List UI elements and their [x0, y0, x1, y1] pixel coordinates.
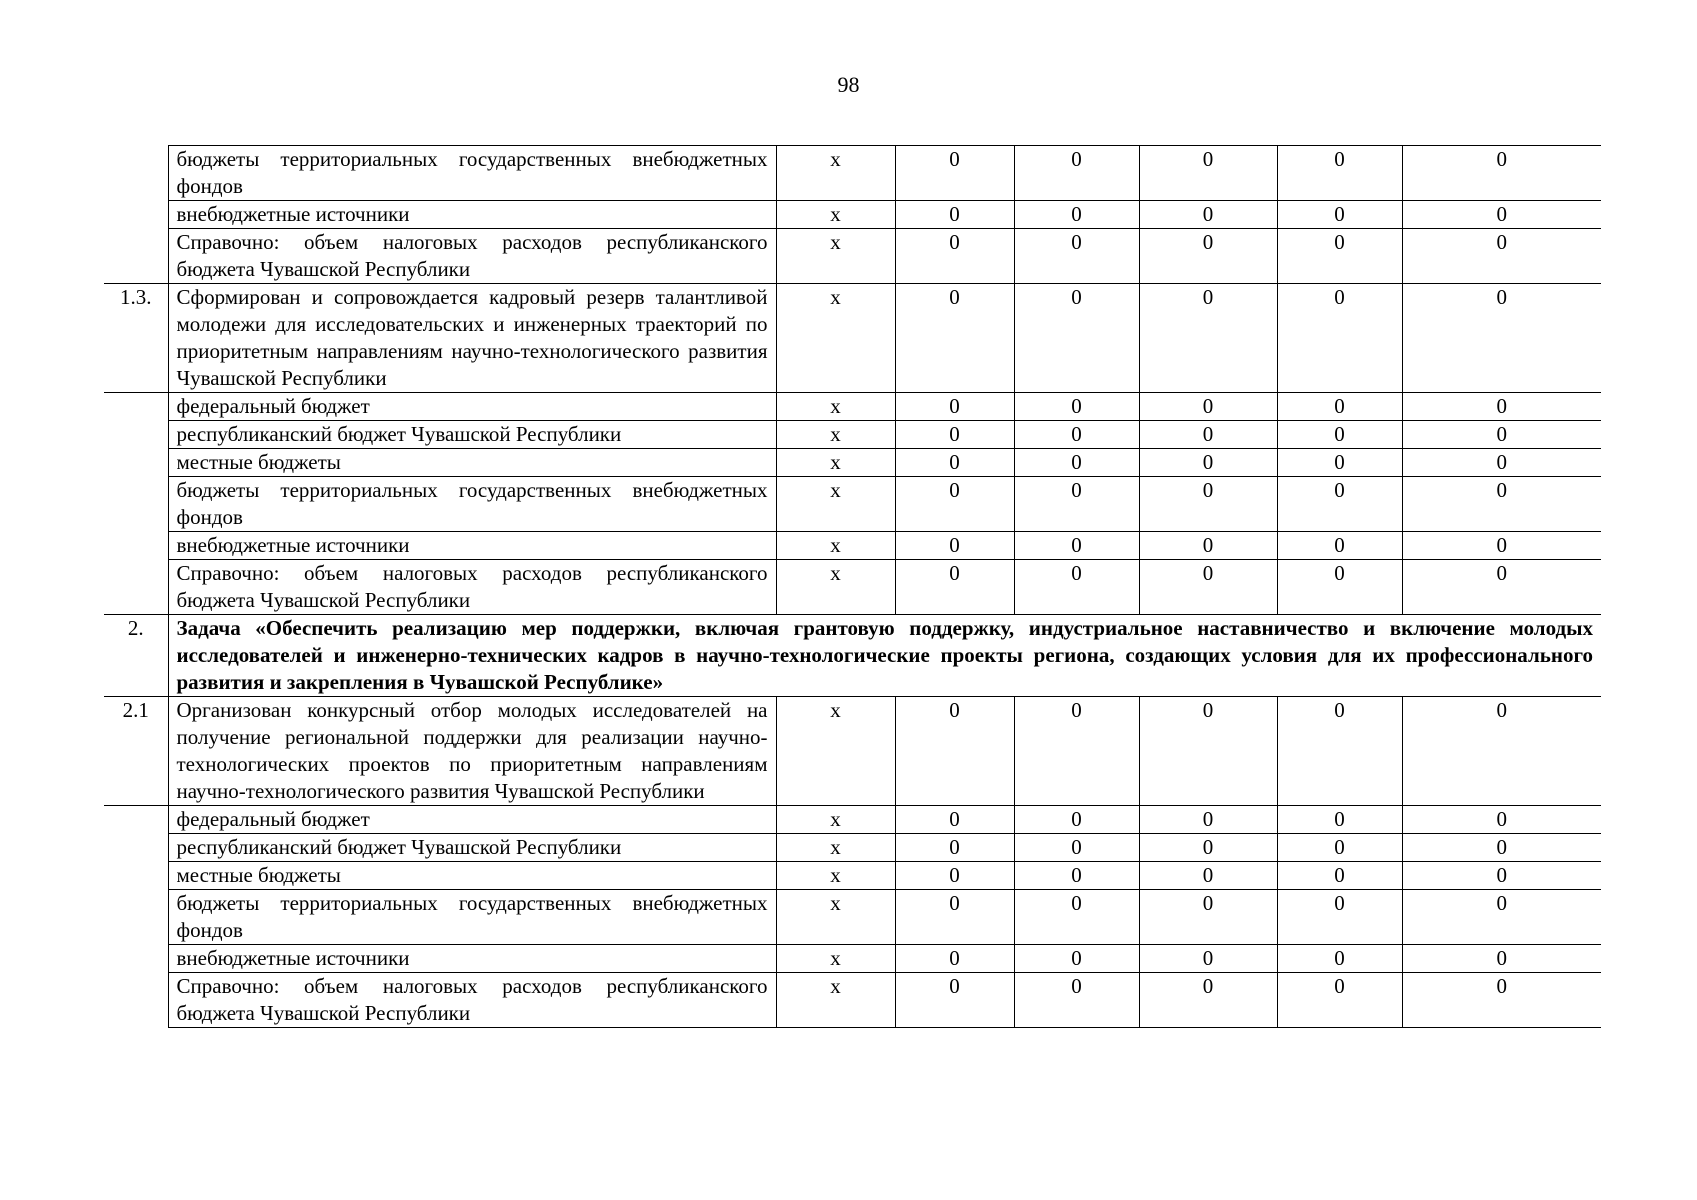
row-mark: х	[776, 945, 895, 973]
row-value: 0	[1277, 806, 1402, 834]
row-value: 0	[1139, 393, 1277, 421]
row-mark: х	[776, 834, 895, 862]
table-row	[104, 449, 1601, 477]
row-value: 0	[1402, 284, 1601, 393]
row-description: бюджеты территориальных государственных внебюджетных фондов	[168, 477, 776, 532]
table-row	[104, 560, 1601, 615]
row-value: 0	[1402, 806, 1601, 834]
row-value: 0	[1014, 945, 1139, 973]
row-value: 0	[1277, 560, 1402, 615]
row-value: 0	[895, 806, 1014, 834]
table-row	[104, 393, 1601, 421]
table-row	[104, 229, 1601, 284]
row-value: 0	[1014, 973, 1139, 1028]
row-value: 0	[895, 973, 1014, 1028]
table-row	[104, 421, 1601, 449]
row-value: 0	[1139, 229, 1277, 284]
row-mark: х	[776, 421, 895, 449]
row-number	[104, 973, 168, 1028]
row-value: 0	[1139, 806, 1277, 834]
row-description: местные бюджеты	[168, 449, 776, 477]
row-mark: х	[776, 449, 895, 477]
table-row	[104, 697, 1601, 806]
row-description: Сформирован и сопровождается кадровый резерв талантливой молодежи для исследовательских и инженерных траекторий по приоритетным направлениям научно-технологического развития Чувашской Республики	[168, 284, 776, 393]
row-number	[104, 945, 168, 973]
row-value: 0	[895, 532, 1014, 560]
budget-table	[104, 145, 1601, 1028]
row-value: 0	[895, 229, 1014, 284]
row-mark: х	[776, 806, 895, 834]
row-value: 0	[1139, 697, 1277, 806]
row-description: внебюджетные источники	[168, 201, 776, 229]
row-mark: х	[776, 146, 895, 201]
row-value: 0	[895, 834, 1014, 862]
row-value: 0	[895, 560, 1014, 615]
row-mark: х	[776, 393, 895, 421]
row-value: 0	[1139, 945, 1277, 973]
table-row	[104, 146, 1601, 201]
table-body	[104, 146, 1601, 1028]
row-value: 0	[1277, 862, 1402, 890]
row-value: 0	[895, 393, 1014, 421]
row-value: 0	[895, 862, 1014, 890]
row-value: 0	[1014, 284, 1139, 393]
row-value: 0	[1139, 973, 1277, 1028]
row-description: бюджеты территориальных государственных внебюджетных фондов	[168, 890, 776, 945]
row-value: 0	[1402, 201, 1601, 229]
row-value: 0	[1277, 697, 1402, 806]
row-value: 0	[1277, 146, 1402, 201]
row-value: 0	[895, 146, 1014, 201]
row-value: 0	[1139, 477, 1277, 532]
row-value: 0	[1139, 284, 1277, 393]
row-description: внебюджетные источники	[168, 532, 776, 560]
row-description: внебюджетные источники	[168, 945, 776, 973]
row-value: 0	[1402, 945, 1601, 973]
row-mark: х	[776, 890, 895, 945]
row-number	[104, 862, 168, 890]
row-value: 0	[1402, 449, 1601, 477]
row-value: 0	[895, 477, 1014, 532]
row-number	[104, 201, 168, 229]
row-mark: х	[776, 284, 895, 393]
row-value: 0	[1277, 973, 1402, 1028]
row-value: 0	[1277, 477, 1402, 532]
row-value: 0	[1277, 284, 1402, 393]
table-row	[104, 862, 1601, 890]
table-row	[104, 284, 1601, 393]
row-number	[104, 449, 168, 477]
row-description: Справочно: объем налоговых расходов республиканского бюджета Чувашской Республики	[168, 973, 776, 1028]
row-number	[104, 806, 168, 834]
row-value: 0	[1014, 146, 1139, 201]
row-value: 0	[1014, 834, 1139, 862]
row-value: 0	[1277, 890, 1402, 945]
table-row	[104, 945, 1601, 973]
row-number	[104, 146, 168, 201]
row-description: федеральный бюджет	[168, 393, 776, 421]
row-value: 0	[1277, 229, 1402, 284]
row-value: 0	[1014, 477, 1139, 532]
row-number	[104, 477, 168, 532]
row-value: 0	[1402, 532, 1601, 560]
row-description: федеральный бюджет	[168, 806, 776, 834]
table-row	[104, 973, 1601, 1028]
row-value: 0	[1402, 862, 1601, 890]
row-value: 0	[1139, 146, 1277, 201]
row-number	[104, 421, 168, 449]
row-value: 0	[1277, 945, 1402, 973]
row-value: 0	[1139, 862, 1277, 890]
row-mark: х	[776, 201, 895, 229]
row-value: 0	[895, 697, 1014, 806]
table-row	[104, 532, 1601, 560]
row-description: Справочно: объем налоговых расходов республиканского бюджета Чувашской Республики	[168, 229, 776, 284]
row-value: 0	[1402, 973, 1601, 1028]
row-description: бюджеты территориальных государственных внебюджетных фондов	[168, 146, 776, 201]
row-value: 0	[1277, 201, 1402, 229]
row-value: 0	[1139, 890, 1277, 945]
row-value: 0	[1402, 393, 1601, 421]
row-mark: х	[776, 560, 895, 615]
row-value: 0	[1014, 201, 1139, 229]
row-value: 0	[895, 421, 1014, 449]
row-mark: х	[776, 862, 895, 890]
task-number: 2.	[104, 615, 168, 697]
row-value: 0	[1402, 834, 1601, 862]
page-number: 98	[837, 72, 860, 97]
table-row	[104, 806, 1601, 834]
row-value: 0	[895, 201, 1014, 229]
row-value: 0	[895, 890, 1014, 945]
row-value: 0	[1139, 560, 1277, 615]
row-value: 0	[1277, 532, 1402, 560]
row-value: 0	[1014, 393, 1139, 421]
row-value: 0	[1139, 449, 1277, 477]
row-mark: х	[776, 532, 895, 560]
row-value: 0	[1139, 532, 1277, 560]
row-mark: х	[776, 973, 895, 1028]
row-value: 0	[1402, 146, 1601, 201]
row-value: 0	[1277, 449, 1402, 477]
row-number	[104, 890, 168, 945]
row-number	[104, 532, 168, 560]
row-value: 0	[1402, 477, 1601, 532]
row-value: 0	[1402, 560, 1601, 615]
row-number: 2.1	[104, 697, 168, 806]
row-value: 0	[1402, 697, 1601, 806]
row-value: 0	[1014, 806, 1139, 834]
table-row	[104, 201, 1601, 229]
row-value: 0	[1014, 229, 1139, 284]
row-value: 0	[1402, 229, 1601, 284]
row-mark: х	[776, 697, 895, 806]
table-row	[104, 477, 1601, 532]
row-value: 0	[1014, 890, 1139, 945]
row-mark: х	[776, 229, 895, 284]
row-value: 0	[1139, 834, 1277, 862]
row-value: 0	[1014, 532, 1139, 560]
row-value: 0	[1014, 449, 1139, 477]
row-value: 0	[1139, 421, 1277, 449]
row-mark: х	[776, 477, 895, 532]
task-text: Задача «Обеспечить реализацию мер поддержки, включая грантовую поддержку, индустриальное наставничество и включение молодых исследователей и инженерно-технических кадров в научно-технологические проекты региона, создающих условия для их профессионального развития и закрепления в Чувашской Республике»	[168, 615, 1601, 697]
row-description: республиканский бюджет Чувашской Республики	[168, 834, 776, 862]
row-value: 0	[1014, 421, 1139, 449]
row-value: 0	[895, 945, 1014, 973]
row-value: 0	[1277, 421, 1402, 449]
task-row	[104, 615, 1601, 697]
row-value: 0	[1277, 393, 1402, 421]
row-value: 0	[1402, 421, 1601, 449]
table-row	[104, 834, 1601, 862]
row-number	[104, 229, 168, 284]
row-description: Справочно: объем налоговых расходов республиканского бюджета Чувашской Республики	[168, 560, 776, 615]
row-value: 0	[895, 449, 1014, 477]
row-number	[104, 560, 168, 615]
row-value: 0	[1014, 560, 1139, 615]
row-description: Организован конкурсный отбор молодых исследователей на получение региональной поддержки для реализации научно-технологических проектов по приоритетным направлениям научно-технологического развития Чувашской Республики	[168, 697, 776, 806]
row-value: 0	[1402, 890, 1601, 945]
row-value: 0	[1277, 834, 1402, 862]
row-description: местные бюджеты	[168, 862, 776, 890]
row-number: 1.3.	[104, 284, 168, 393]
row-value: 0	[895, 284, 1014, 393]
row-value: 0	[1139, 201, 1277, 229]
row-value: 0	[1014, 862, 1139, 890]
row-number	[104, 393, 168, 421]
row-value: 0	[1014, 697, 1139, 806]
row-description: республиканский бюджет Чувашской Республики	[168, 421, 776, 449]
row-number	[104, 834, 168, 862]
table-row	[104, 890, 1601, 945]
